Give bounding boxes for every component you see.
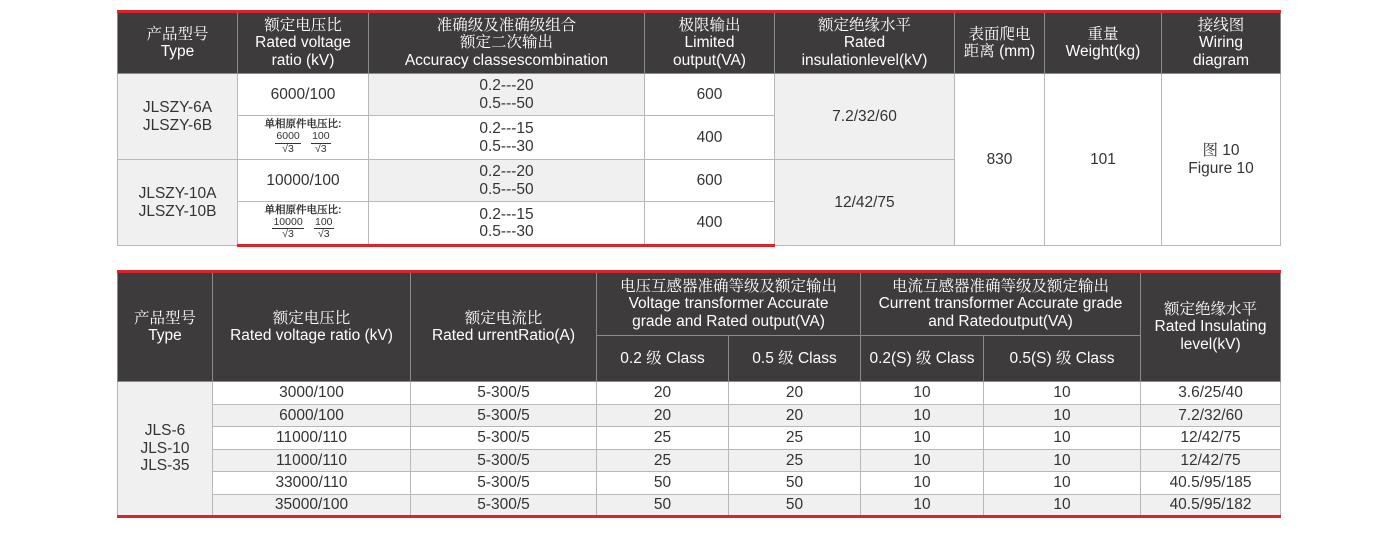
fraction: $\frac{100}{√3}$ (312, 130, 330, 155)
current-ratio-cell: 5-300/5 (411, 404, 597, 427)
vt-0.2-cell: 20 (597, 382, 729, 405)
output-cell: 600 (645, 160, 775, 202)
insulation-cell: 7.2/32/60 (1141, 404, 1281, 427)
insulation-cell: 40.5/95/182 (1141, 494, 1281, 517)
ct-0.2s-cell: 10 (861, 404, 984, 427)
ct-0.2s-cell: 10 (861, 494, 984, 517)
ct-0.5s-cell: 10 (984, 472, 1141, 495)
insulation-cell: 7.2/32/60 (775, 74, 955, 160)
single-phase-label: 单相原件电压比: (264, 203, 342, 216)
header-vt-0.5-class: 0.5 级 Class (729, 336, 861, 382)
voltage-ratio-cell: 35000/100 (213, 494, 411, 517)
ratio-cell: 10000/100 (238, 160, 369, 202)
fraction: $\frac{10000}{√3}$ (273, 215, 303, 241)
voltage-ratio-cell: 33000/110 (213, 472, 411, 495)
weight-cell: 101 (1045, 74, 1162, 246)
voltage-ratio-cell: 11000/110 (213, 427, 411, 450)
vt-0.2-cell: 25 (597, 427, 729, 450)
header-ct-0.5s-class: 0.5(S) 级 Class (984, 336, 1141, 382)
type-cell: JLSZY-6A JLSZY-6B (118, 74, 238, 160)
accuracy-cell: 0.2---20 0.5---50 (369, 74, 645, 116)
insulation-cell: 3.6/25/40 (1141, 382, 1281, 405)
header-creepage: 表面爬电 距离 (mm) (955, 12, 1045, 74)
voltage-ratio-cell: 3000/100 (213, 382, 411, 405)
current-ratio-cell: 5-300/5 (411, 427, 597, 450)
header-rated-voltage-ratio: 额定电压比 Rated voltage ratio (kV) (213, 272, 411, 382)
ct-0.5s-cell: 10 (984, 494, 1141, 517)
header-ct-0.2s-class: 0.2(S) 级 Class (861, 336, 984, 382)
spec-table-jls (117, 270, 1281, 518)
insulation-cell: 12/42/75 (1141, 449, 1281, 472)
creepage-cell: 830 (955, 74, 1045, 246)
vt-0.5-cell: 25 (729, 427, 861, 450)
header-rated-insulation: 额定绝缘水平 Rated insulationlevel(kV) (775, 12, 955, 74)
header-rated-insulation: 额定绝缘水平 Rated Insulating level(kV) (1141, 272, 1281, 382)
output-cell: 400 (645, 202, 775, 246)
header-wiring: 接线图 Wiring diagram (1162, 12, 1281, 74)
fraction: $\frac{100}{√3}$ (314, 215, 333, 241)
vt-0.5-cell: 20 (729, 404, 861, 427)
vt-0.5-cell: 20 (729, 382, 861, 405)
current-ratio-cell: 5-300/5 (411, 494, 597, 517)
insulation-cell: 12/42/75 (1141, 427, 1281, 450)
header-rated-current-ratio: 额定电流比 Rated urrentRatio(A) (411, 272, 597, 382)
ct-0.2s-cell: 10 (861, 427, 984, 450)
vt-0.2-cell: 50 (597, 494, 729, 517)
spec-table-jlszy (117, 10, 1281, 247)
header-rated-voltage-ratio: 额定电压比 Rated voltage ratio (kV) (238, 12, 369, 74)
current-ratio-cell: 5-300/5 (411, 472, 597, 495)
fraction: $\frac{6000}{√3}$ (276, 130, 300, 155)
vt-0.5-cell: 50 (729, 472, 861, 495)
header-weight: 重量 Weight(kg) (1045, 12, 1162, 74)
ct-0.2s-cell: 10 (861, 472, 984, 495)
output-cell: 400 (645, 116, 775, 160)
ct-0.5s-cell: 10 (984, 449, 1141, 472)
type-cell: JLSZY-10A JLSZY-10B (118, 160, 238, 246)
ct-0.2s-cell: 10 (861, 382, 984, 405)
ct-0.5s-cell: 10 (984, 382, 1141, 405)
vt-0.5-cell: 50 (729, 494, 861, 517)
ct-0.2s-cell: 10 (861, 449, 984, 472)
insulation-cell: 40.5/95/185 (1141, 472, 1281, 495)
single-phase-label: 单相原件电压比: (264, 118, 342, 131)
voltage-ratio-cell: 6000/100 (213, 404, 411, 427)
header-vt-accuracy: 电压互感器准确等级及额定输出 Voltage transformer Accurate grade and Rated output(VA) (597, 272, 861, 336)
single-phase-ratio-cell (238, 202, 369, 246)
voltage-ratio-cell: 11000/110 (213, 449, 411, 472)
header-limited-output: 极限输出 Limited output(VA) (645, 12, 775, 74)
accuracy-cell: 0.2---15 0.5---30 (369, 116, 645, 160)
accuracy-cell: 0.2---15 0.5---30 (369, 202, 645, 246)
header-type: 产品型号 Type (118, 12, 238, 74)
type-cell: JLS-6 JLS-10 JLS-35 (118, 382, 213, 517)
accuracy-cell: 0.2---20 0.5---50 (369, 160, 645, 202)
header-accuracy: 准确级及准确级组合 额定二次输出 Accuracy classescombination (369, 12, 645, 74)
vt-0.2-cell: 20 (597, 404, 729, 427)
vt-0.5-cell: 25 (729, 449, 861, 472)
output-cell: 600 (645, 74, 775, 116)
insulation-cell: 12/42/75 (775, 160, 955, 246)
ct-0.5s-cell: 10 (984, 427, 1141, 450)
vt-0.2-cell: 50 (597, 472, 729, 495)
wiring-cell: 图 10 Figure 10 (1162, 74, 1281, 246)
header-ct-accuracy: 电流互感器准确等级及额定输出 Current transformer Accurate grade and Ratedoutput(VA) (861, 272, 1141, 336)
current-ratio-cell: 5-300/5 (411, 382, 597, 405)
ratio-cell: 6000/100 (238, 74, 369, 116)
single-phase-ratio-cell (238, 116, 369, 160)
header-vt-0.2-class: 0.2 级 Class (597, 336, 729, 382)
header-type: 产品型号 Type (118, 272, 213, 382)
vt-0.2-cell: 25 (597, 449, 729, 472)
ct-0.5s-cell: 10 (984, 404, 1141, 427)
current-ratio-cell: 5-300/5 (411, 449, 597, 472)
